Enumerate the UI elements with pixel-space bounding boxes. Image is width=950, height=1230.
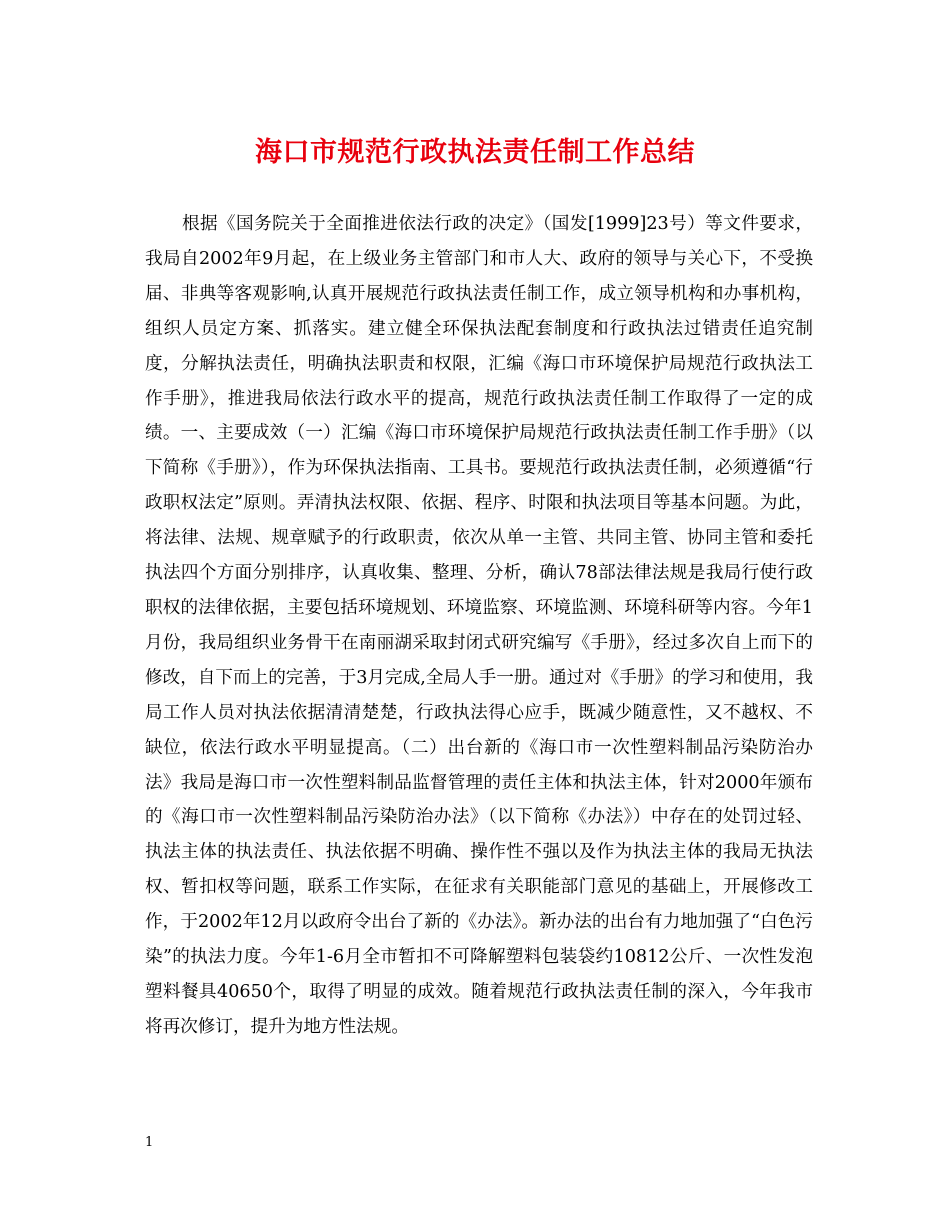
document-title: 海口市规范行政执法责任制工作总结: [255, 137, 695, 168]
body-paragraph: 根据《国务院关于全面推进依法行政的决定》（国发[1999]23号）等文件要求，我局自2002年9月起，在上级业务主管部门和市人大、政府的领导与关心下，不受换届、非典等客观影响,认真开展规范行政执法责任制工作，成立领导机构和办事机构，组织人员定方案、抓落实。建立健全环保执法配套制度和行政执法过错责任追究制度，分解执法责任，明确执法职责和权限，汇编《海口市环境保护局规范行政执法工作手册》，推进我局依法行政水平的提高，规范行政执法责任制工作取得了一定的成绩。一、主要成效（一）汇编《海口市环境保护局规范行政执法责任制工作手册》（以下简称《手册》），作为环保执法指南、工具书。要规范行政执法责任制，必须遵循“行政职权法定”原则。弄清执法权限、依据、程序、时限和执法项目等基本问题。为此，将法律、法规、规章赋予的行政职责，依次从单一主管、共同主管、协同主管和委托执法四个方面分别排序，认真收集、整理、分析，确认78部法律法规是我局行使行政职权的法律依据，主要包括环境规划、环境监察、环境监测、环境科研等内容。今年1月份，我局组织业务骨干在南丽湖采取封闭式研究编写《手册》，经过多次自上而下的修改，自下而上的完善，于3月完成,全局人手一册。通过对《手册》的学习和使用，我局工作人员对执法依据清清楚楚，行政执法得心应手，既减少随意性，又不越权、不缺位，依法行政水平明显提高。（二）出台新的《海口市一次性塑料制品污染防治办法》我局是海口市一次性塑料制品监督管理的责任主体和执法主体，针对2000年颁布的《海口市一次性塑料制品污染防治办法》（以下简称《办法》）中存在的处罚过轻、执法主体的执法责任、执法依据不明确、操作性不强以及作为执法主体的我局无执法权、暂扣权等问题，联系工作实际，在征求有关职能部门意见的基础上，开展修改工作，于2002年12月以政府令出台了新的《办法》。新办法的出台有力地加强了“白色污染”的执法力度。今年1-6月全市暂扣不可降解塑料包装袋约10812公斤、一次性发泡塑料餐具40650个，取得了明显的成效。随着规范行政执法责任制的深入，今年我市将再次修订，提升为地方性法规。: [145, 214, 813, 1037]
page-number: 1: [145, 1135, 154, 1150]
